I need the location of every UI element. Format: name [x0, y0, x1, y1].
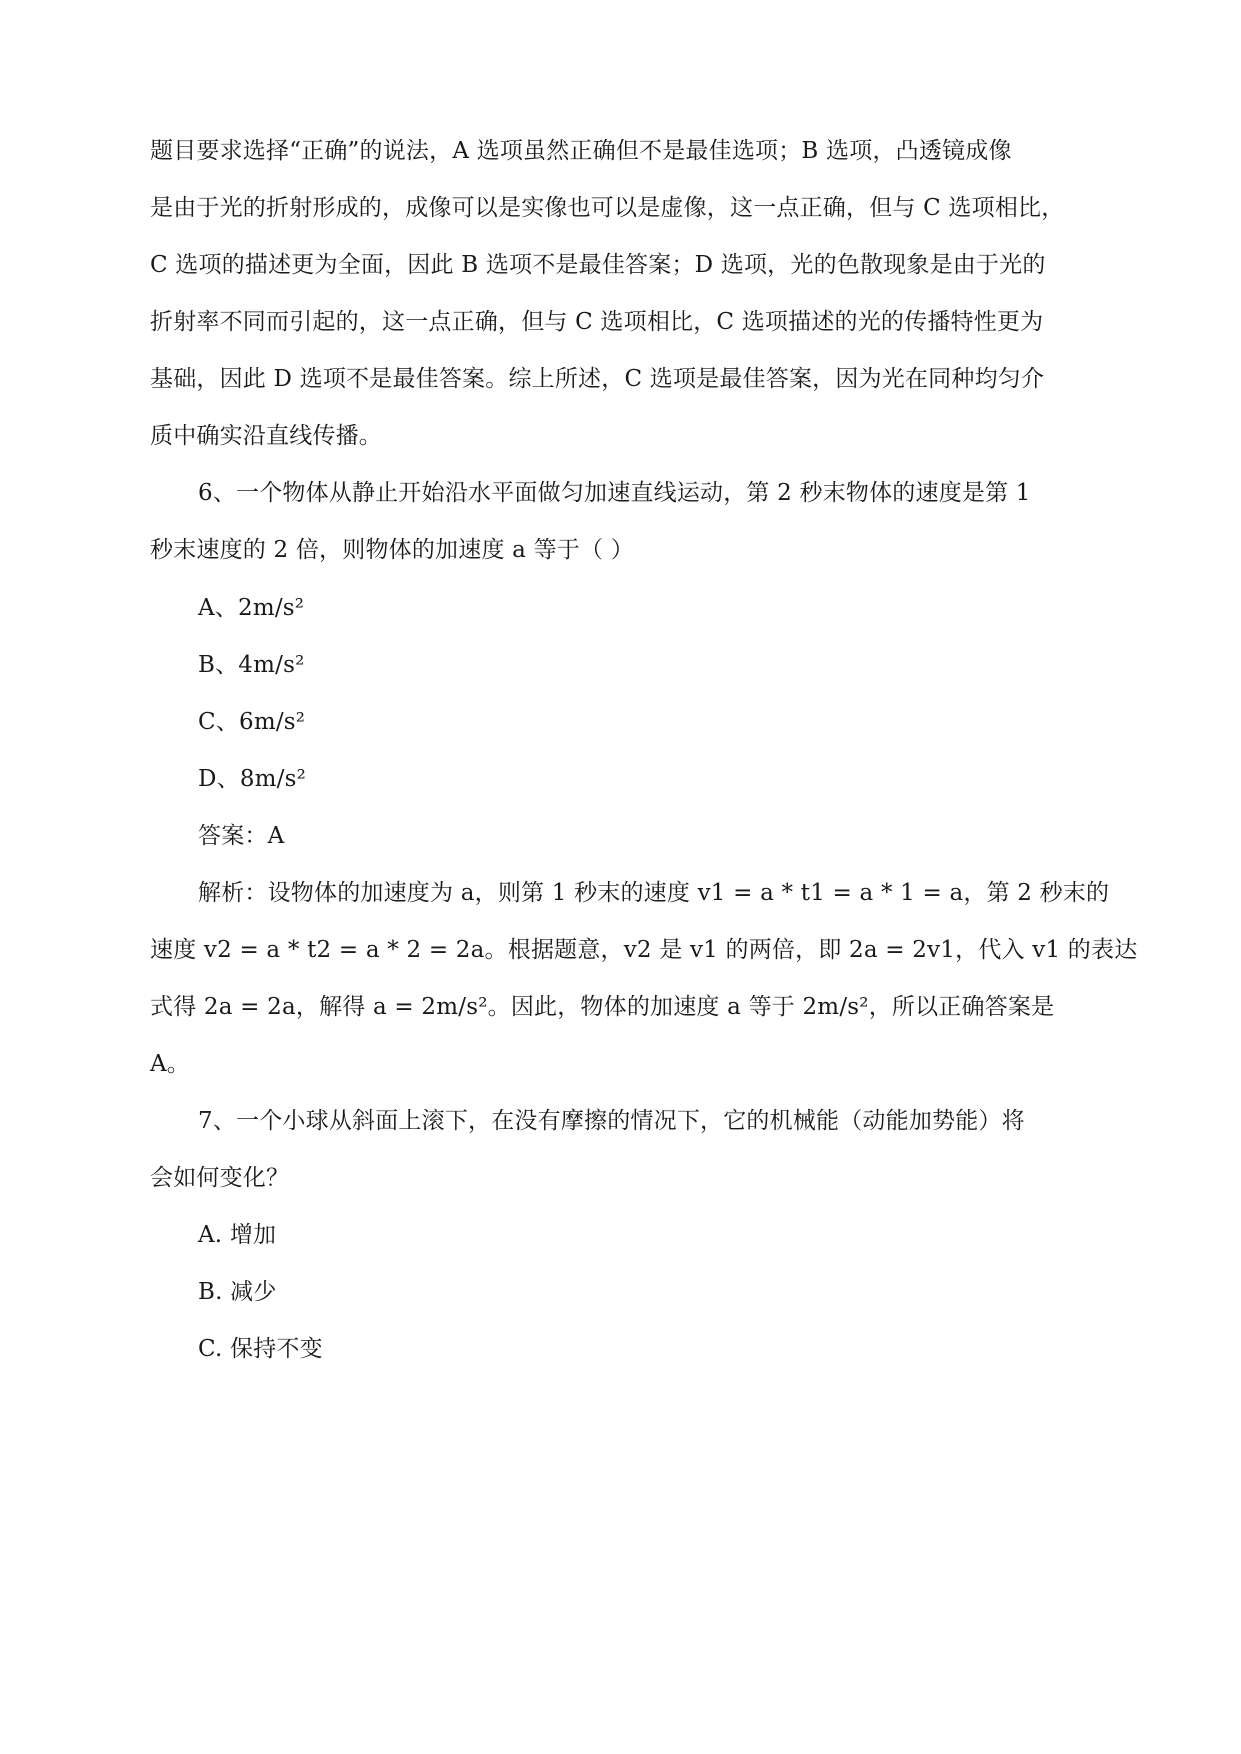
- question-7-text-continued: 会如何变化？: [150, 1165, 290, 1191]
- option-d: D、8m/s²: [198, 766, 307, 792]
- option-a: A、2m/s²: [198, 595, 305, 621]
- question-7-text: 7、一个小球从斜面上滚下，在没有摩擦的情况下，它的机械能（动能加势能）将: [198, 1108, 1025, 1134]
- analysis-line: 式得 2a = 2a，解得 a = 2m/s²。因此，物体的加速度 a 等于 2m/s²，所以正确答案是: [150, 994, 1055, 1020]
- question-6-text-continued: 秒末速度的 2 倍，则物体的加速度 a 等于（ ）: [150, 537, 634, 563]
- analysis-line: 解析：设物体的加速度为 a，则第 1 秒末的速度 v1 = a * t1 = a * 1 = a，第 2 秒末的: [198, 880, 1110, 906]
- option-a: A. 增加: [198, 1222, 277, 1248]
- question-6-text: 6、一个物体从静止开始沿水平面做匀加速直线运动，第 2 秒末物体的速度是第 1: [198, 480, 1031, 506]
- analysis-line: 速度 v2 = a * t2 = a * 2 = 2a。根据题意，v2 是 v1 的两倍，即 2a = 2v1，代入 v1 的表达: [150, 937, 1138, 963]
- analysis-line: A。: [150, 1051, 191, 1077]
- option-c: C. 保持不变: [198, 1336, 323, 1362]
- paragraph-line: 质中确实沿直线传播。: [150, 423, 382, 449]
- answer-line: 答案：A: [198, 823, 285, 849]
- paragraph-line: C 选项的描述更为全面，因此 B 选项不是最佳答案；D 选项，光的色散现象是由于光的: [150, 252, 1046, 278]
- paragraph-line: 题目要求选择“正确”的说法，A 选项虽然正确但不是最佳选项；B 选项，凸透镜成像: [150, 138, 1012, 164]
- paragraph-line: 折射率不同而引起的，这一点正确，但与 C 选项相比，C 选项描述的光的传播特性更为: [150, 309, 1044, 335]
- paragraph-line: 基础，因此 D 选项不是最佳答案。综上所述，C 选项是最佳答案，因为光在同种均匀介: [150, 366, 1045, 392]
- paragraph-line: 是由于光的折射形成的，成像可以是实像也可以是虚像，这一点正确，但与 C 选项相比，: [150, 195, 1065, 221]
- option-c: C、6m/s²: [198, 709, 306, 735]
- option-b: B、4m/s²: [198, 652, 305, 678]
- option-b: B. 减少: [198, 1279, 277, 1305]
